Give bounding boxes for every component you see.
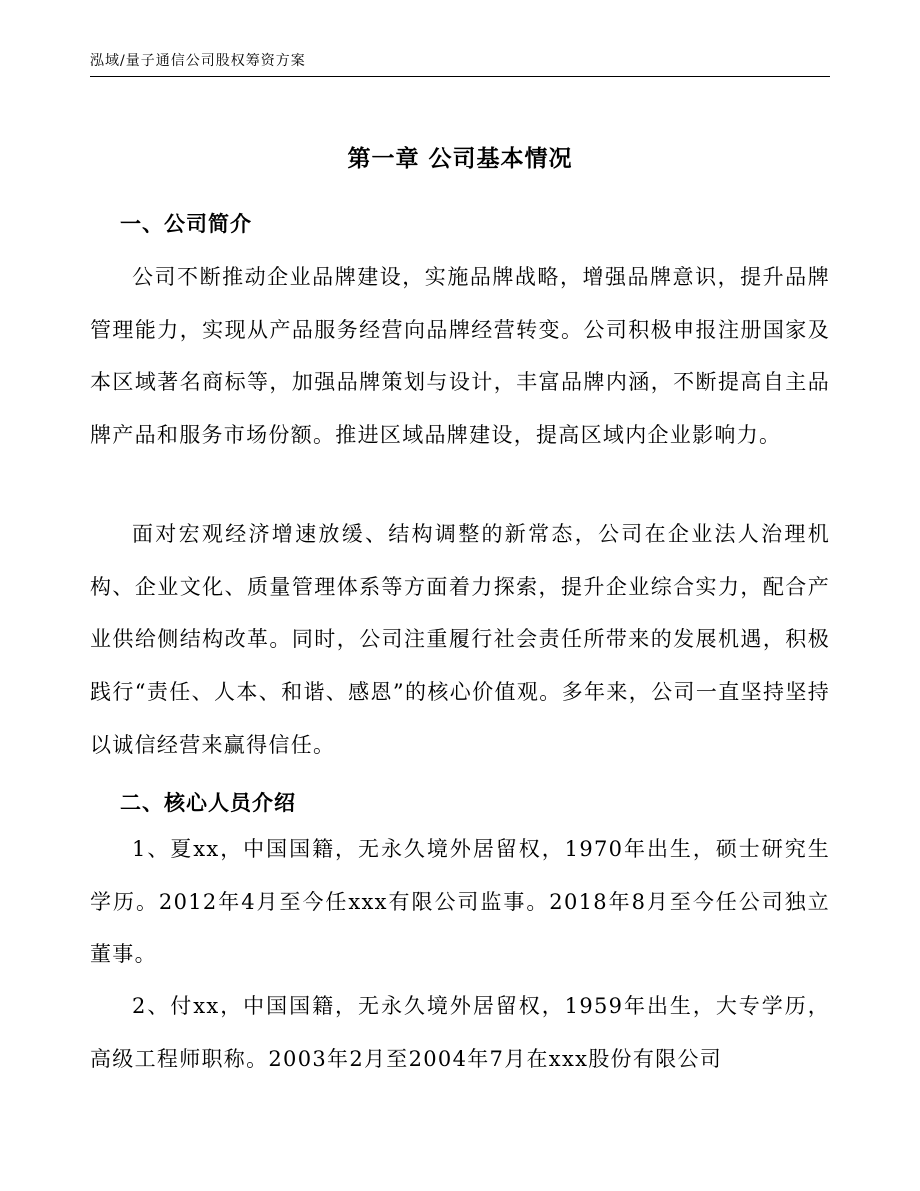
- paragraph-person-1: 1、夏xx，中国国籍，无永久境外居留权，1970年出生，硕士研究生学历。2012年4月至今任xxx有限公司监事。2018年8月至今任公司独立董事。: [90, 837, 830, 967]
- paragraph-brand-strategy: 公司不断推动企业品牌建设，实施品牌战略，增强品牌意识，提升品牌管理能力，实现从产品服务经营向品牌经营转变。公司积极申报注册国家及本区域著名商标等，加强品牌策划与设计，丰富品牌内涵，不断提高自主品牌产品和服务市场份额。推进区域品牌建设，提高区域内企业影响力。: [90, 265, 830, 448]
- paragraph-person-2: 2、付xx，中国国籍，无永久境外居留权，1959年出生，大专学历，高级工程师职称。2003年2月至2004年7月在xxx股份有限公司: [90, 994, 830, 1071]
- section-heading-core-personnel: 二、核心人员介绍: [120, 790, 296, 815]
- chapter-title: 第一章 公司基本情况: [347, 145, 573, 172]
- paragraph-company-values: 面对宏观经济增速放缓、结构调整的新常态，公司在企业法人治理机构、企业文化、质量管理体系等方面着力探索，提升企业综合实力，配合产业供给侧结构改革。同时，公司注重履行社会责任所带来的发展机遇，积极践行“责任、人本、和谐、感恩”的核心价值观。多年来，公司一直坚持坚持以诚信经营来赢得信任。: [90, 522, 830, 757]
- section-heading-company-intro: 一、公司简介: [120, 211, 252, 236]
- running-header: 泓域/量子通信公司股权筹资方案: [90, 53, 306, 69]
- header-divider: [90, 76, 830, 77]
